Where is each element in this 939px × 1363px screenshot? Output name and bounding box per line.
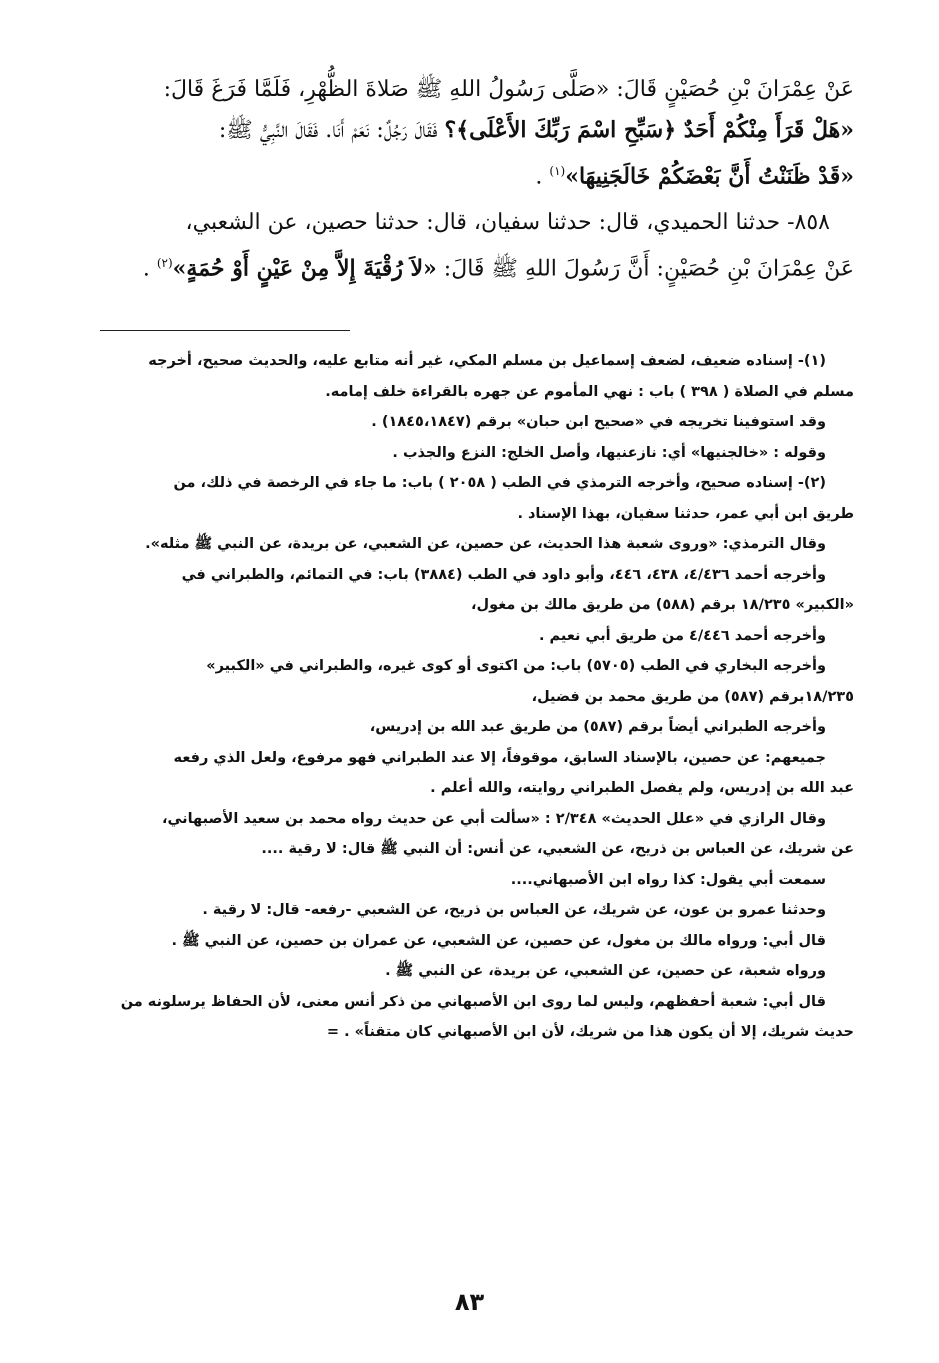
hadith-858-matn: عَنْ عِمْرَانَ بْنِ حُصَيْنٍ: أَنَّ رَسُولَ اللهِ ﷺ قَالَ: «لاَ رُقْيَةَ إِلاَّ مِنْ عَيْنٍ أَوْ حُمَةٍ»$^{(٢)}$ . <box>142 255 854 282</box>
footnote-line: وأخرجه الطبراني أيضاً برقم (٥٨٧) من طريق عبد الله بن إدريس، <box>369 719 826 735</box>
footnote-line: (٢)- إسناده صحيح، وأخرجه الترمذي في الطب ( ٢٠٥٨ ) باب: ما جاء في الرخصة في ذلك، من <box>173 475 826 491</box>
footnote-line: قال أبي: ورواه مالك بن مغول، عن حصين، عن الشعبي، عن عمران بن حصين، عن النبي ﷺ . <box>171 932 826 949</box>
footnote-ref-2: (٢) <box>156 256 173 271</box>
footnote-line: (١)- إسناده ضعيف، لضعف إسماعيل بن مسلم المكي، غير أنه متابع عليه، والحديث صحيح، أخرجه <box>148 353 826 369</box>
footnote-line: وقوله : «خالجنيها» أي: نازعنيها، وأصل الخلج: النزع والجذب . <box>392 444 826 461</box>
footnote-line: عبد الله بن إدريس، ولم يفصل الطبراني روايته، والله أعلم . <box>430 780 854 796</box>
footnote-ref-1: (١) <box>549 164 566 178</box>
footnote-line: وقال الرازي في «علل الحديث» ٢/٣٤٨ : «سألت أبي عن حديث رواه محمد بن سعيد الأصبهاني، <box>161 810 826 827</box>
footnote-line: وقال الترمذي: «وروى شعبة هذا الحديث، عن حصين، عن الشعبي، عن بريدة، عن النبي ﷺ مثله». <box>145 536 826 552</box>
footnote-line: ١٨/٢٣٥برقم (٥٨٧) من طريق محمد بن فضيل، <box>531 688 854 705</box>
footnote-line: عن شريك، عن العباس بن ذريح، عن الشعبي، عن أنس: أن النبي ﷺ قال: لا رقية .... <box>261 841 854 857</box>
footnote-line: ورواه شعبة، عن حصين، عن الشعبي، عن بريدة، عن النبي ﷺ . <box>385 963 826 979</box>
main-text <box>70 70 854 290</box>
footnote-line: وأخرجه أحمد ٤/٤٣٦، ٤٣٨، ٤٤٦، وأبو داود في الطب (٣٨٨٤) باب: في التمائم، والطبراني في <box>181 566 826 583</box>
hadith-857-line-3: «قَدْ ظَنَنْتُ أَنَّ بَعْضَكُمْ خَالَجَنِيهَا»$^{(١)}$ . <box>535 163 854 190</box>
hadith-858-isnad: ٨٥٨- حدثنا الحميدي، قال: حدثنا سفيان، قال: حدثنا حصين، عن الشعبي، <box>185 210 830 236</box>
footnote-line: طريق ابن أبي عمر، حدثنا سفيان، بهذا الإسناد . <box>517 505 854 522</box>
footnote-line: «الكبير» ١٨/٢٣٥ برقم (٥٨٨) من طريق مالك بن مغول، <box>471 597 854 613</box>
footnote-line: قال أبي: شعبة أحفظهم، وليس لما روى ابن الأصبهاني من ذكر أنس معنى، لأن الحفاظ يرسلونه من <box>120 993 826 1010</box>
footnote-separator <box>100 330 350 331</box>
footnote-line: حديث شريك، إلا أن يكون هذا من شريك، لأن ابن الأصبهاني كان متقناً» . = <box>326 1024 854 1040</box>
prophet-quote: «لاَ رُقْيَةَ إِلاَّ مِنْ عَيْنٍ أَوْ حُمَةٍ» <box>172 255 437 282</box>
prophet-quote: «هَلْ قَرَأَ مِنْكُمْ أَحَدٌ ﴿سَبِّحِ اسْمَ رَبِّكَ الأَعْلَى﴾؟ <box>444 117 854 143</box>
footnote-line: سمعت أبي يقول: كذا رواه ابن الأصبهاني.... <box>510 871 826 888</box>
footnote-line: وقد استوفينا تخريجه في «صحيح ابن حبان» برقم (١٨٤٥،١٨٤٧) . <box>371 414 826 430</box>
footnote-line: وحدثنا عمرو بن عون، عن شريك، عن العباس بن ذريح، عن الشعبي -رفعه- قال: لا رقية . <box>202 902 826 918</box>
footnote-line: وأخرجه البخاري في الطب (٥٧٠٥) باب: من اكتوى أو كوى غيره، والطبراني في «الكبير» <box>206 658 826 674</box>
hadith-857-line-1: عَنْ عِمْرَانَ بْنِ حُصَيْنٍ قَالَ: «صَلَّى رَسُولُ اللهِ ﷺ صَلاةَ الظُّهْرِ، فَلَمَّا فَرَغَ قَالَ: <box>163 77 854 102</box>
footnotes <box>70 346 854 1048</box>
footnote-line: وأخرجه أحمد ٤/٤٤٦ من طريق أبي نعيم . <box>539 627 826 644</box>
prophet-quote: «قَدْ ظَنَنْتُ أَنَّ بَعْضَكُمْ خَالَجَنِيهَا» <box>565 163 854 190</box>
footnote-line: مسلم في الصلاة ( ٣٩٨ ) باب : نهي المأموم عن جهره بالقراءة خلف إمامه. <box>325 383 854 400</box>
footnote-line: جميعهم: عن حصين، بالإسناد السابق، موقوفاً، إلا عند الطبراني فهو مرفوع، ولعل الذي رفعه <box>173 749 826 766</box>
hadith-857-line-2: «هَلْ قَرَأَ مِنْكُمْ أَحَدٌ ﴿سَبِّحِ اسْمَ رَبِّكَ الأَعْلَى﴾؟ فَقَالَ رَجُلٌ: نَعَمْ أَنَا. فَقَالَ النَّبِيُّ ﷺ: <box>218 117 854 143</box>
page-number: ٨٣ <box>454 1288 485 1316</box>
